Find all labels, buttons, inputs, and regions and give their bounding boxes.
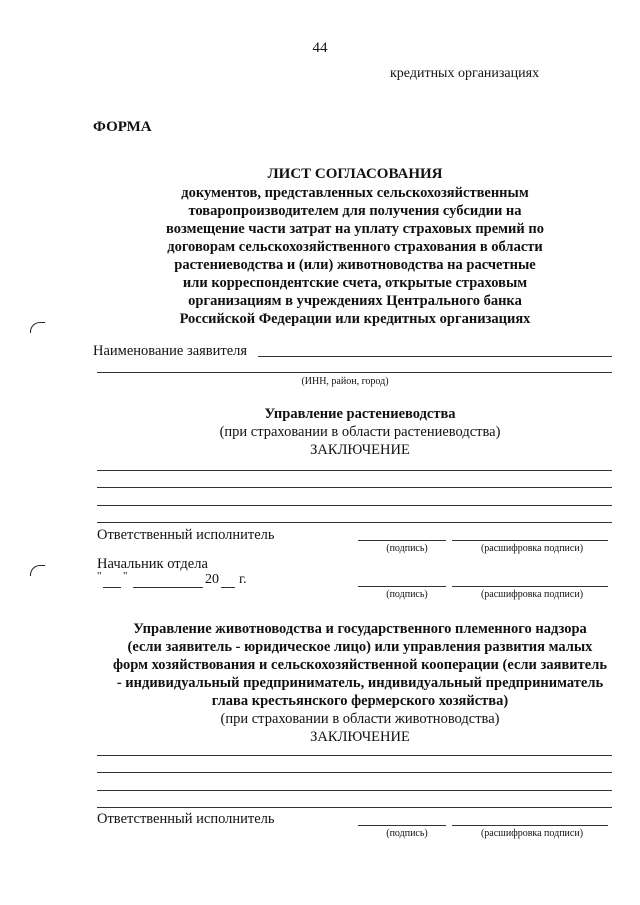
date-quote-open: " — [97, 570, 102, 582]
section2-conclusion-line[interactable] — [97, 807, 612, 808]
section1-date — [97, 572, 297, 590]
section2-heading-line: - индивидуальный предприниматель, индивидуальный предприниматель — [116, 675, 604, 691]
section2-conclusion: ЗАКЛЮЧЕНИЕ — [310, 729, 410, 745]
date-year-line[interactable] — [221, 587, 235, 588]
section1-conclusion-line[interactable] — [97, 522, 612, 523]
section1-chief-signature-line[interactable] — [358, 586, 446, 587]
title-line: товаропроизводителем для получения субсидии на — [188, 203, 522, 219]
binding-mark — [30, 565, 45, 576]
section2-heading-line: глава крестьянского фермерского хозяйства) — [211, 693, 509, 709]
document-title — [120, 165, 590, 328]
section1-chief-label: Начальник отдела — [97, 556, 208, 572]
decode-caption: (расшифровка подписи) — [480, 543, 584, 554]
section1-executor-decode-line[interactable] — [452, 540, 608, 541]
applicant-label: Наименование заявителя — [93, 343, 248, 359]
date-suffix: г. — [239, 572, 247, 587]
section2-executor-decode-line[interactable] — [452, 825, 608, 826]
form-label: ФОРМА — [93, 119, 152, 135]
decode-caption: (расшифровка подписи) — [480, 589, 584, 600]
section1-chief-decode-line[interactable] — [452, 586, 608, 587]
applicant-details-line[interactable] — [97, 372, 612, 373]
title-line: возмещение части затрат на уплату страховых премий по — [166, 221, 544, 237]
section2-heading-line: форм хозяйствования и сельскохозяйственной кооперации (если заявитель — [112, 657, 607, 673]
title-line: Российской Федерации или кредитных организациях — [179, 311, 531, 327]
signature-caption: (подпись) — [386, 828, 428, 839]
title-line: растениеводства и (или) животноводства на расчетные — [174, 257, 536, 273]
signature-caption: (подпись) — [386, 543, 428, 554]
section2-conclusion-line[interactable] — [97, 772, 612, 773]
section1-conclusion-line[interactable] — [97, 470, 612, 471]
title-line: документов, представленных сельскохозяйственным — [181, 185, 529, 201]
section1-conclusion: ЗАКЛЮЧЕНИЕ — [310, 442, 410, 458]
section2-heading-line: Управление животноводства и государственного племенного надзора — [133, 621, 587, 637]
header-note: кредитных организациях — [390, 66, 540, 81]
title-line: или корреспондентские счета, открытые страховым — [182, 275, 528, 291]
section2-executor-signature-line[interactable] — [358, 825, 446, 826]
binding-mark — [30, 322, 45, 333]
date-month-line[interactable] — [133, 587, 203, 588]
section2-conclusion-line[interactable] — [97, 790, 612, 791]
section1-subheading: (при страховании в области растениеводства) — [219, 424, 501, 440]
date-year: 20 — [205, 572, 219, 587]
applicant-caption: (ИНН, район, город) — [301, 376, 389, 387]
section1-heading: Управление растениеводства — [264, 406, 456, 422]
section1-conclusion-line[interactable] — [97, 487, 612, 488]
section2-heading-block — [90, 620, 630, 746]
section1-executor-signature-line[interactable] — [358, 540, 446, 541]
decode-caption: (расшифровка подписи) — [480, 828, 584, 839]
section2-conclusion-line[interactable] — [97, 755, 612, 756]
section2-executor-label: Ответственный исполнитель — [97, 811, 275, 827]
title-line: организациям в учреждениях Центрального банка — [188, 293, 522, 309]
title-line: договорам сельскохозяйственного страхования в области — [167, 239, 543, 255]
section1-heading-block — [90, 405, 630, 459]
section1-conclusion-line[interactable] — [97, 505, 612, 506]
date-quote-close: " — [123, 570, 128, 582]
section2-subheading: (при страховании в области животноводства) — [220, 711, 500, 727]
applicant-name-line[interactable] — [258, 356, 612, 357]
section2-heading-line: (если заявитель - юридическое лицо) или управления развития малых — [127, 639, 593, 655]
section1-executor-label: Ответственный исполнитель — [97, 527, 275, 543]
title-main: ЛИСТ СОГЛАСОВАНИЯ — [267, 166, 443, 182]
date-day-line[interactable] — [103, 587, 121, 588]
page-number: 44 — [312, 40, 328, 56]
signature-caption: (подпись) — [386, 589, 428, 600]
